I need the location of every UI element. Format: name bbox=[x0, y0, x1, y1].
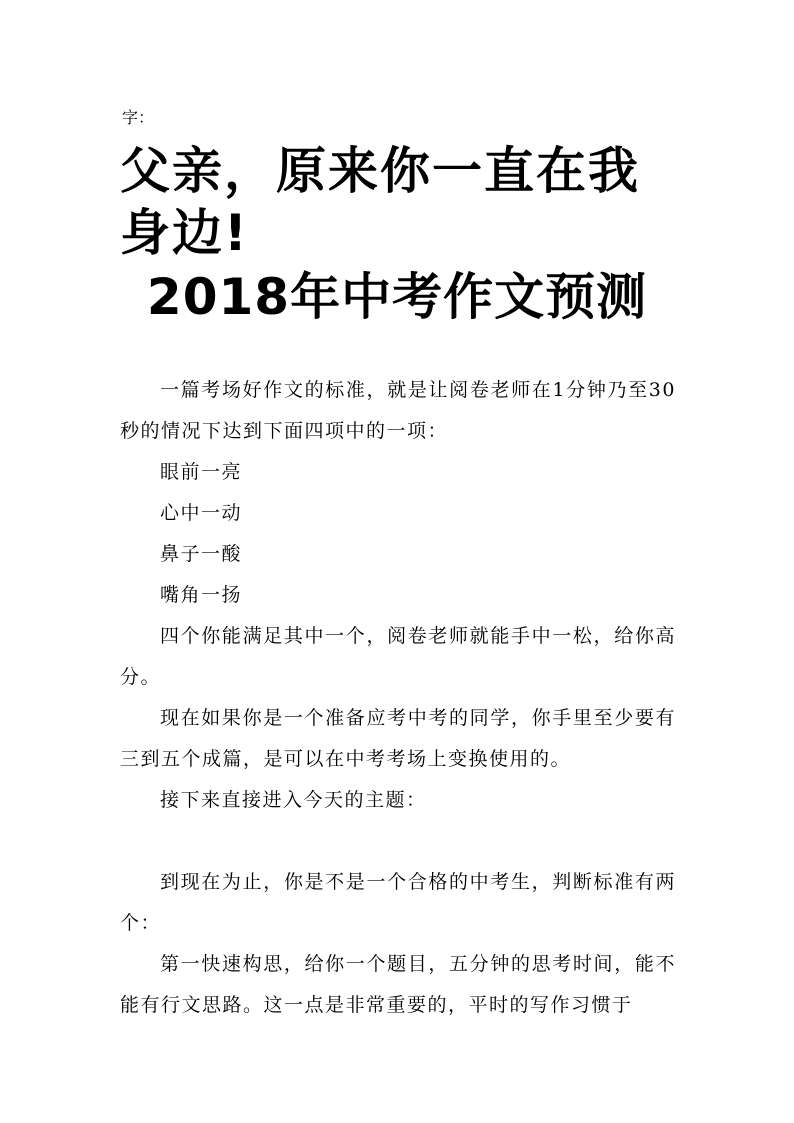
body-text bbox=[120, 370, 676, 1026]
main-title: 父亲，原来你一直在我身边! bbox=[120, 142, 640, 262]
paragraph: 第一快速构思，给你一个题目，五分钟的思考时间，能不能有行文思路。这一点是非常重要的，平时的写作习惯于 bbox=[120, 953, 676, 1016]
list-item: 嘴角一扬 bbox=[160, 584, 243, 606]
paragraph: 接下来直接进入今天的主题： bbox=[160, 789, 427, 811]
blank-line bbox=[120, 821, 676, 862]
list-item: 鼻子一酸 bbox=[160, 543, 243, 565]
paragraph: 到现在为止，你是不是一个合格的中考生，判断标准有两个： bbox=[120, 871, 676, 934]
list-item: 心中一动 bbox=[160, 502, 243, 524]
paragraph: 现在如果你是一个准备应考中考的同学，你手里至少要有三到五个成篇，是可以在中考考场上变换使用的。 bbox=[120, 707, 676, 770]
paragraph-intro: 一篇考场好作文的标准，就是让阅卷老师在1分钟乃至30秒的情况下达到下面四项中的一项： bbox=[120, 379, 676, 442]
label-text: 字： bbox=[122, 108, 155, 127]
subtitle: 2018年中考作文预测 bbox=[146, 268, 648, 326]
list-item: 眼前一亮 bbox=[160, 461, 243, 483]
paragraph: 四个你能满足其中一个，阅卷老师就能手中一松，给你高分。 bbox=[120, 625, 676, 688]
